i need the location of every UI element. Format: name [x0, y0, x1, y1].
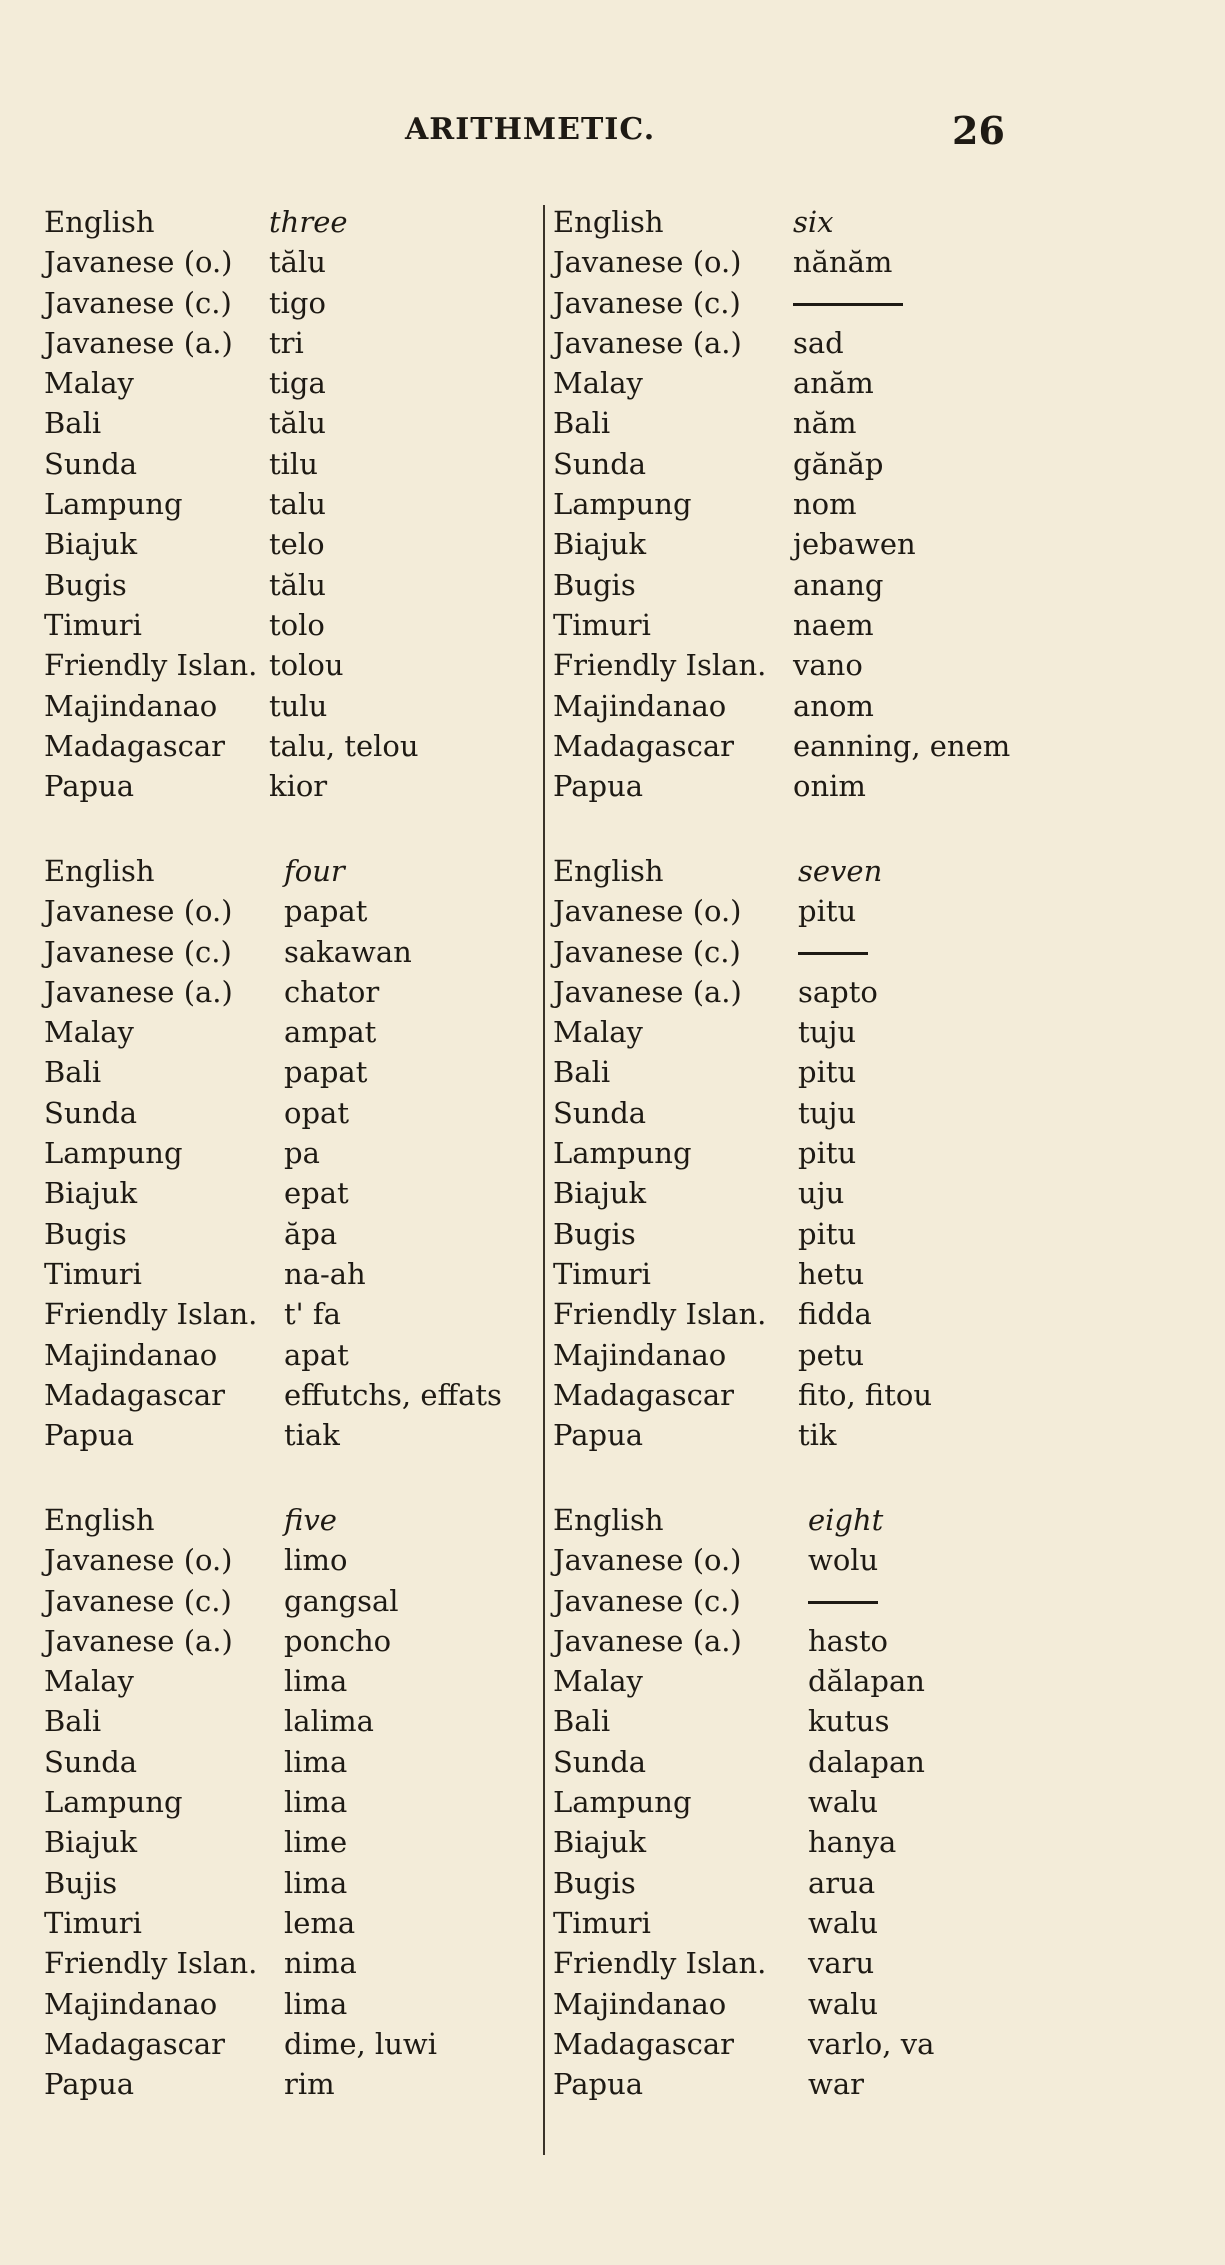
numeral-word: walu — [808, 1905, 879, 1940]
english-label: English — [44, 1503, 155, 1537]
table-row — [553, 1052, 857, 1092]
table-row — [44, 1701, 374, 1741]
table-row — [553, 766, 866, 806]
table-row — [44, 1621, 392, 1661]
language-name: Friendly Islan. — [553, 1946, 767, 1981]
table-row — [553, 2064, 864, 2104]
page-number: 26 — [952, 108, 1005, 153]
table-row — [553, 1782, 879, 1822]
language-name: Papua — [44, 1418, 135, 1453]
table-row — [44, 565, 326, 605]
numeral-group-eight — [553, 1500, 935, 2104]
dash-rule — [808, 1601, 878, 1604]
table-row — [44, 1782, 348, 1822]
language-name: Timuri — [553, 1256, 651, 1291]
numeral-word: poncho — [284, 1623, 392, 1658]
language-name: Timuri — [553, 607, 651, 642]
table-row — [553, 1093, 856, 1133]
numeral-word: papat — [284, 1055, 368, 1090]
numeral-word: lima — [284, 1865, 348, 1900]
numeral-word: tik — [798, 1418, 837, 1453]
numeral-group-five — [44, 1500, 437, 2104]
numeral-word: chator — [284, 974, 380, 1009]
table-row — [553, 403, 857, 443]
table-row — [553, 1133, 857, 1173]
language-name: Lampung — [44, 487, 183, 522]
table-row — [44, 1540, 348, 1580]
language-name: Javanese (c.) — [553, 934, 741, 969]
numeral-group-seven — [553, 851, 933, 1455]
group-header-row — [44, 1500, 337, 1540]
language-name: Lampung — [553, 1136, 692, 1171]
language-name: Biajuk — [553, 1176, 647, 1211]
table-row — [44, 1822, 348, 1862]
language-name: Malay — [44, 1664, 134, 1699]
numeral-word: talu, telou — [269, 728, 419, 763]
table-row — [44, 1294, 341, 1334]
numeral-word: lime — [284, 1825, 348, 1860]
numeral-heading: four — [284, 854, 345, 888]
numeral-word: kutus — [808, 1704, 890, 1739]
table-row — [44, 1863, 348, 1903]
language-name: Papua — [44, 769, 135, 804]
numeral-word: anom — [793, 688, 874, 723]
table-row — [553, 1581, 766, 1621]
table-row — [44, 1375, 502, 1415]
table-row — [553, 1822, 897, 1862]
numeral-heading: three — [269, 205, 348, 239]
table-row — [44, 1984, 348, 2024]
language-name: Bali — [44, 1704, 102, 1739]
table-row — [553, 686, 874, 726]
numeral-word: lima — [284, 1986, 348, 2021]
language-name: Friendly Islan. — [553, 648, 767, 683]
table-row — [553, 1214, 857, 1254]
numeral-word: tri — [269, 325, 304, 360]
language-name: Friendly Islan. — [44, 648, 258, 683]
table-row — [44, 2064, 335, 2104]
table-row — [553, 565, 884, 605]
table-row — [553, 1540, 879, 1580]
table-row — [44, 1012, 377, 1052]
numeral-word: tălu — [269, 406, 326, 441]
numeral-word: tulu — [269, 688, 328, 723]
table-row — [44, 242, 326, 282]
table-row — [553, 524, 916, 564]
table-row — [44, 323, 304, 363]
language-name: Timuri — [44, 1905, 142, 1940]
numeral-word: anang — [793, 567, 884, 602]
language-name: Bugis — [44, 567, 127, 602]
numeral-group-four — [44, 851, 502, 1455]
numeral-word: petu — [798, 1337, 865, 1372]
numeral-word: varu — [808, 1946, 875, 1981]
language-name: Bugis — [44, 1216, 127, 1251]
table-row — [553, 2024, 935, 2064]
table-row — [553, 1375, 933, 1415]
numeral-word: nima — [284, 1946, 357, 1981]
language-name: Friendly Islan. — [44, 1297, 258, 1332]
table-row — [553, 1984, 879, 2024]
language-name: Javanese (c.) — [44, 285, 232, 320]
page-header — [0, 108, 1225, 162]
table-row — [553, 1661, 925, 1701]
numeral-word: onim — [793, 769, 866, 804]
table-row — [44, 932, 412, 972]
table-row — [44, 726, 419, 766]
table-row — [44, 1661, 348, 1701]
group-header-row — [44, 851, 345, 891]
numeral-word: nom — [793, 487, 857, 522]
table-row — [44, 444, 318, 484]
numeral-word: hetu — [798, 1256, 865, 1291]
language-name: Timuri — [44, 1256, 142, 1291]
numeral-word: epat — [284, 1176, 349, 1211]
language-name: Javanese (c.) — [553, 1583, 741, 1618]
language-name: Madagascar — [553, 1377, 734, 1412]
table-row — [553, 1294, 872, 1334]
numeral-word: kior — [269, 769, 328, 804]
table-row — [44, 972, 380, 1012]
english-label: English — [553, 854, 664, 888]
numeral-word: arua — [808, 1865, 876, 1900]
table-row — [553, 484, 857, 524]
language-name: Lampung — [553, 1785, 692, 1820]
language-name: Bujis — [44, 1865, 118, 1900]
numeral-word: ampat — [284, 1015, 377, 1050]
numeral-word: sapto — [798, 974, 878, 1009]
table-row — [44, 1133, 320, 1173]
table-row — [44, 484, 326, 524]
language-name: Malay — [553, 366, 643, 401]
language-name: Biajuk — [553, 527, 647, 562]
numeral-word: pa — [284, 1136, 320, 1171]
numeral-word: gangsal — [284, 1583, 399, 1618]
numeral-word: lima — [284, 1664, 348, 1699]
numeral-word: dime, luwi — [284, 2026, 437, 2061]
table-row — [44, 891, 368, 931]
table-row — [553, 1943, 875, 1983]
language-name: Majindanao — [44, 1337, 218, 1372]
language-name: Majindanao — [553, 688, 727, 723]
language-name: Malay — [553, 1015, 643, 1050]
table-row — [44, 1254, 366, 1294]
language-name: Madagascar — [553, 728, 734, 763]
numeral-word: varlo, va — [808, 2026, 935, 2061]
table-row — [553, 444, 884, 484]
table-row — [44, 1052, 368, 1092]
numeral-heading: six — [793, 205, 834, 239]
numeral-word: pitu — [798, 894, 857, 929]
english-label: English — [44, 205, 155, 239]
table-row — [44, 1903, 356, 1943]
language-name: Madagascar — [553, 2026, 734, 2061]
language-name: Bali — [553, 1704, 611, 1739]
numeral-word: opat — [284, 1095, 349, 1130]
numeral-word: tigo — [269, 285, 326, 320]
language-name: Bali — [553, 406, 611, 441]
numeral-word: walu — [808, 1785, 879, 1820]
table-row — [44, 1214, 338, 1254]
column-divider — [543, 205, 545, 2155]
numeral-word: tuju — [798, 1095, 856, 1130]
language-name: Papua — [553, 2067, 644, 2102]
language-name: Malay — [44, 1015, 134, 1050]
numeral-heading: five — [284, 1503, 337, 1537]
numeral-word: anăm — [793, 366, 874, 401]
language-name: Sunda — [553, 1095, 647, 1130]
omitted-word-dash — [798, 932, 868, 972]
table-row — [44, 1581, 399, 1621]
group-header-row — [553, 202, 834, 242]
numeral-word: lalima — [284, 1704, 374, 1739]
language-name: Majindanao — [553, 1986, 727, 2021]
group-header-row — [44, 202, 348, 242]
page-title: ARITHMETIC. — [405, 112, 656, 147]
numeral-word: naem — [793, 607, 874, 642]
language-name: Bugis — [553, 1865, 636, 1900]
numeral-word: tuju — [798, 1015, 856, 1050]
table-row — [44, 1415, 340, 1455]
group-header-row — [553, 851, 883, 891]
numeral-word: war — [808, 2067, 864, 2102]
table-row — [44, 605, 325, 645]
table-row — [553, 1742, 925, 1782]
table-row — [553, 932, 766, 972]
numeral-word: gănăp — [793, 446, 884, 481]
english-label: English — [553, 1503, 664, 1537]
numeral-word: telo — [269, 527, 325, 562]
numeral-word: na-ah — [284, 1256, 366, 1291]
language-name: Javanese (a.) — [44, 974, 233, 1009]
language-name: Javanese (o.) — [553, 1543, 742, 1578]
numeral-word: tolo — [269, 607, 325, 642]
language-name: Majindanao — [553, 1337, 727, 1372]
numeral-word: fidda — [798, 1297, 872, 1332]
numeral-word: effutchs, effats — [284, 1377, 502, 1412]
language-name: Sunda — [553, 1744, 647, 1779]
language-name: Bugis — [553, 567, 636, 602]
table-row — [44, 283, 326, 323]
table-row — [553, 726, 1011, 766]
numeral-word: rim — [284, 2067, 335, 2102]
table-row — [553, 1012, 856, 1052]
language-name: Biajuk — [44, 1176, 138, 1211]
numeral-word: vano — [793, 648, 863, 683]
language-name: Sunda — [44, 446, 138, 481]
numeral-word: sakawan — [284, 934, 412, 969]
numeral-word: walu — [808, 1986, 879, 2021]
table-row — [553, 363, 874, 403]
language-name: Majindanao — [44, 1986, 218, 2021]
table-row — [44, 403, 326, 443]
numeral-word: lema — [284, 1905, 356, 1940]
numeral-word: tiga — [269, 366, 326, 401]
language-name: Javanese (a.) — [553, 1623, 742, 1658]
dash-rule — [798, 952, 868, 955]
language-name: Bali — [553, 1055, 611, 1090]
numeral-word: ăpa — [284, 1216, 338, 1251]
english-label: English — [553, 205, 664, 239]
language-name: Malay — [553, 1664, 643, 1699]
numeral-word: fito, fitou — [798, 1377, 933, 1412]
numeral-word: dălapan — [808, 1664, 925, 1699]
table-row — [44, 2024, 437, 2064]
language-name: Lampung — [44, 1785, 183, 1820]
table-row — [44, 686, 328, 726]
table-row — [553, 972, 878, 1012]
numeral-group-six — [553, 202, 1011, 806]
numeral-word: tălu — [269, 567, 326, 602]
numeral-word: tilu — [269, 446, 318, 481]
language-name: Friendly Islan. — [553, 1297, 767, 1332]
table-row — [553, 1415, 837, 1455]
numeral-word: apat — [284, 1337, 349, 1372]
table-row — [553, 645, 863, 685]
language-name: Javanese (c.) — [44, 1583, 232, 1618]
numeral-word: jebawen — [793, 527, 916, 562]
english-label: English — [44, 854, 155, 888]
language-name: Javanese (o.) — [44, 245, 233, 280]
numeral-word: năm — [793, 406, 857, 441]
table-row — [553, 1863, 876, 1903]
language-name: Javanese (c.) — [553, 285, 741, 320]
numeral-word: pitu — [798, 1055, 857, 1090]
table-row — [553, 283, 766, 323]
language-name: Malay — [44, 366, 134, 401]
numeral-word: tiak — [284, 1418, 340, 1453]
numeral-word: pitu — [798, 1136, 857, 1171]
numeral-word: limo — [284, 1543, 348, 1578]
table-row — [553, 242, 893, 282]
language-name: Javanese (c.) — [44, 934, 232, 969]
numeral-word: lima — [284, 1744, 348, 1779]
language-name: Papua — [553, 769, 644, 804]
table-row — [44, 1943, 357, 1983]
language-name: Biajuk — [44, 1825, 138, 1860]
numeral-word: tolou — [269, 648, 344, 683]
language-name: Javanese (a.) — [44, 325, 233, 360]
group-header-row — [553, 1500, 884, 1540]
omitted-word-dash — [808, 1581, 878, 1621]
numeral-word: eanning, enem — [793, 728, 1011, 763]
numeral-word: wolu — [808, 1543, 879, 1578]
numeral-word: pitu — [798, 1216, 857, 1251]
numeral-group-three — [44, 202, 419, 806]
numeral-word: dalapan — [808, 1744, 925, 1779]
language-name: Bali — [44, 1055, 102, 1090]
table-row — [553, 1903, 879, 1943]
language-name: Madagascar — [44, 1377, 225, 1412]
language-name: Timuri — [553, 1905, 651, 1940]
table-row — [44, 1173, 349, 1213]
language-name: Madagascar — [44, 2026, 225, 2061]
numeral-word: tălu — [269, 245, 326, 280]
language-name: Papua — [553, 1418, 644, 1453]
table-row — [553, 1335, 865, 1375]
language-name: Biajuk — [44, 527, 138, 562]
language-name: Sunda — [553, 446, 647, 481]
language-name: Biajuk — [553, 1825, 647, 1860]
language-name: Sunda — [44, 1744, 138, 1779]
language-name: Javanese (a.) — [44, 1623, 233, 1658]
table-row — [553, 891, 857, 931]
language-name: Sunda — [44, 1095, 138, 1130]
language-name: Javanese (o.) — [553, 245, 742, 280]
language-name: Papua — [44, 2067, 135, 2102]
table-row — [44, 766, 328, 806]
language-name: Madagascar — [44, 728, 225, 763]
language-name: Javanese (a.) — [553, 325, 742, 360]
language-name: Lampung — [553, 487, 692, 522]
table-row — [553, 1701, 890, 1741]
numeral-heading: seven — [798, 854, 883, 888]
table-row — [44, 363, 326, 403]
language-name: Javanese (a.) — [553, 974, 742, 1009]
table-row — [44, 1093, 349, 1133]
numeral-word: uju — [798, 1176, 845, 1211]
numeral-heading: eight — [808, 1503, 884, 1537]
table-row — [553, 1254, 865, 1294]
numeral-word: nănăm — [793, 245, 893, 280]
numeral-word: lima — [284, 1785, 348, 1820]
table-row — [44, 1335, 349, 1375]
language-name: Bugis — [553, 1216, 636, 1251]
language-name: Javanese (o.) — [44, 894, 233, 929]
table-row — [44, 645, 344, 685]
numeral-word: hanya — [808, 1825, 897, 1860]
table-row — [553, 323, 844, 363]
numeral-word: papat — [284, 894, 368, 929]
numeral-word: t' fa — [284, 1297, 341, 1332]
language-name: Bali — [44, 406, 102, 441]
language-name: Majindanao — [44, 688, 218, 723]
language-name: Friendly Islan. — [44, 1946, 258, 1981]
table-row — [44, 524, 325, 564]
table-row — [553, 1173, 845, 1213]
numeral-word: sad — [793, 325, 844, 360]
omitted-word-dash — [793, 283, 903, 323]
table-row — [553, 605, 874, 645]
table-row — [553, 1621, 888, 1661]
language-name: Lampung — [44, 1136, 183, 1171]
numeral-word: talu — [269, 487, 326, 522]
language-name: Javanese (o.) — [553, 894, 742, 929]
numeral-word: hasto — [808, 1623, 888, 1658]
language-name: Javanese (o.) — [44, 1543, 233, 1578]
dash-rule — [793, 303, 903, 306]
language-name: Timuri — [44, 607, 142, 642]
table-row — [44, 1742, 348, 1782]
